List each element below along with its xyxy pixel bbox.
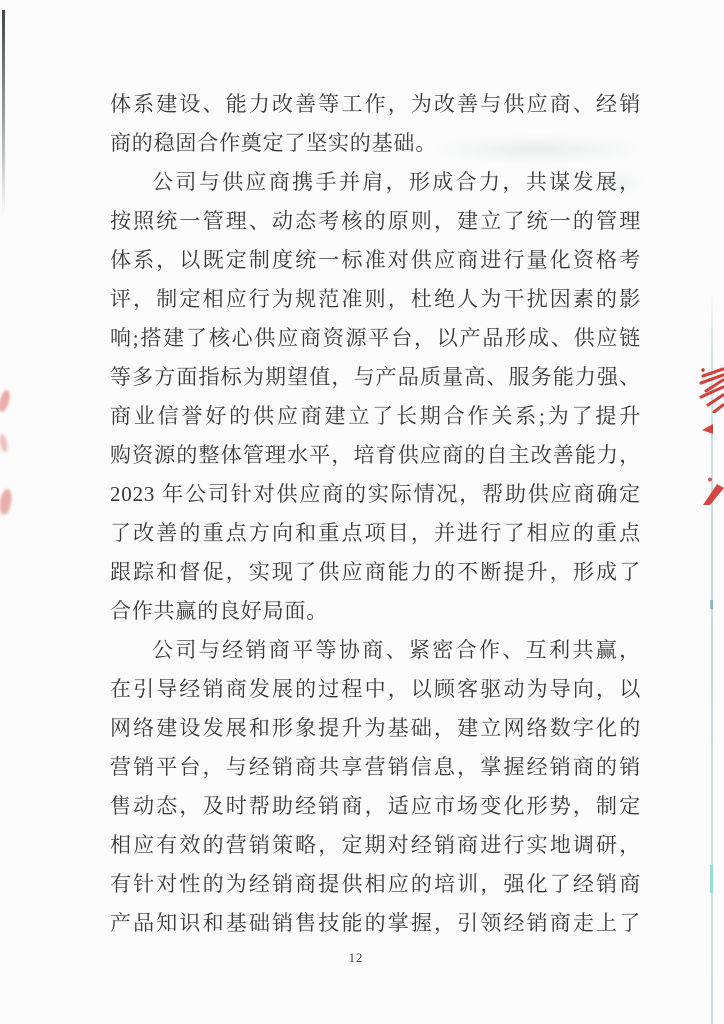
red-ink-smudge-icon — [0, 433, 9, 452]
text-line: 了改善的重点方向和重点项目，并进行了相应的重点 — [110, 521, 641, 545]
scan-edge-line-left — [2, 10, 5, 215]
text-line: 公司与经销商平等协商、紧密合作、互利共赢， — [152, 638, 641, 662]
red-ink-scribble-icon — [699, 367, 724, 413]
text-line: 产品知识和基础销售技能的掌握，引领经销商走上了 — [110, 911, 641, 935]
text-line: 响;搭建了核心供应商资源平台，以产品形成、供应链 — [110, 326, 641, 350]
text-line: 营销平台，与经销商共享营销信息，掌握经销商的销 — [110, 755, 641, 779]
text-line: 在引导经销商发展的过程中，以顾客驱动为导向，以 — [110, 677, 641, 701]
text-line: 按照统一管理、动态考核的原则，建立了统一的管理 — [110, 209, 641, 233]
text-line: 商的稳固合作奠定了坚实的基础。 — [110, 131, 437, 155]
scan-edge-blue-segment — [710, 600, 713, 609]
red-ink-triangle-icon — [702, 424, 713, 434]
text-line: 公司与供应商携手并肩，形成合力，共谋发展， — [152, 170, 641, 194]
text-line: 体系建设、能力改善等工作，为改善与供应商、经销 — [110, 92, 641, 116]
scan-edge-cyan-segment — [710, 865, 713, 893]
text-line: 网络建设发展和形象提升为基础，建立网络数字化的 — [110, 716, 641, 740]
text-line: 等多方面指标为期望值，与产品质量高、服务能力强、 — [110, 365, 641, 389]
text-line: 跟踪和督促，实现了供应商能力的不断提升，形成了 — [110, 560, 641, 584]
text-line: 购资源的整体管理水平，培育供应商的自主改善能力， — [110, 443, 641, 467]
red-ink-fragment-icon — [703, 477, 724, 505]
text-line: 2023 年公司针对供应商的实际情况，帮助供应商确定 — [110, 482, 641, 506]
text-line: 相应有效的营销策略，定期对经销商进行实地调研， — [110, 833, 641, 857]
text-line: 体系，以既定制度统一标准对供应商进行量化资格考 — [110, 248, 641, 272]
text-line: 合作共赢的良好局面。 — [110, 599, 328, 623]
text-line: 有针对性的为经销商提供相应的培训，强化了经销商 — [110, 872, 641, 896]
text-line: 商业信誉好的供应商建立了长期合作关系;为了提升 — [110, 404, 641, 428]
text-line: 评，制定相应行为规范准则，杜绝人为干扰因素的影 — [110, 287, 641, 311]
red-ink-smudge-icon — [0, 389, 12, 413]
page-number: 12 — [348, 951, 364, 965]
document-text — [110, 85, 641, 943]
text-line: 售动态，及时帮助经销商，适应市场变化形势，制定 — [110, 794, 641, 818]
red-ink-smudge-icon — [0, 488, 13, 516]
